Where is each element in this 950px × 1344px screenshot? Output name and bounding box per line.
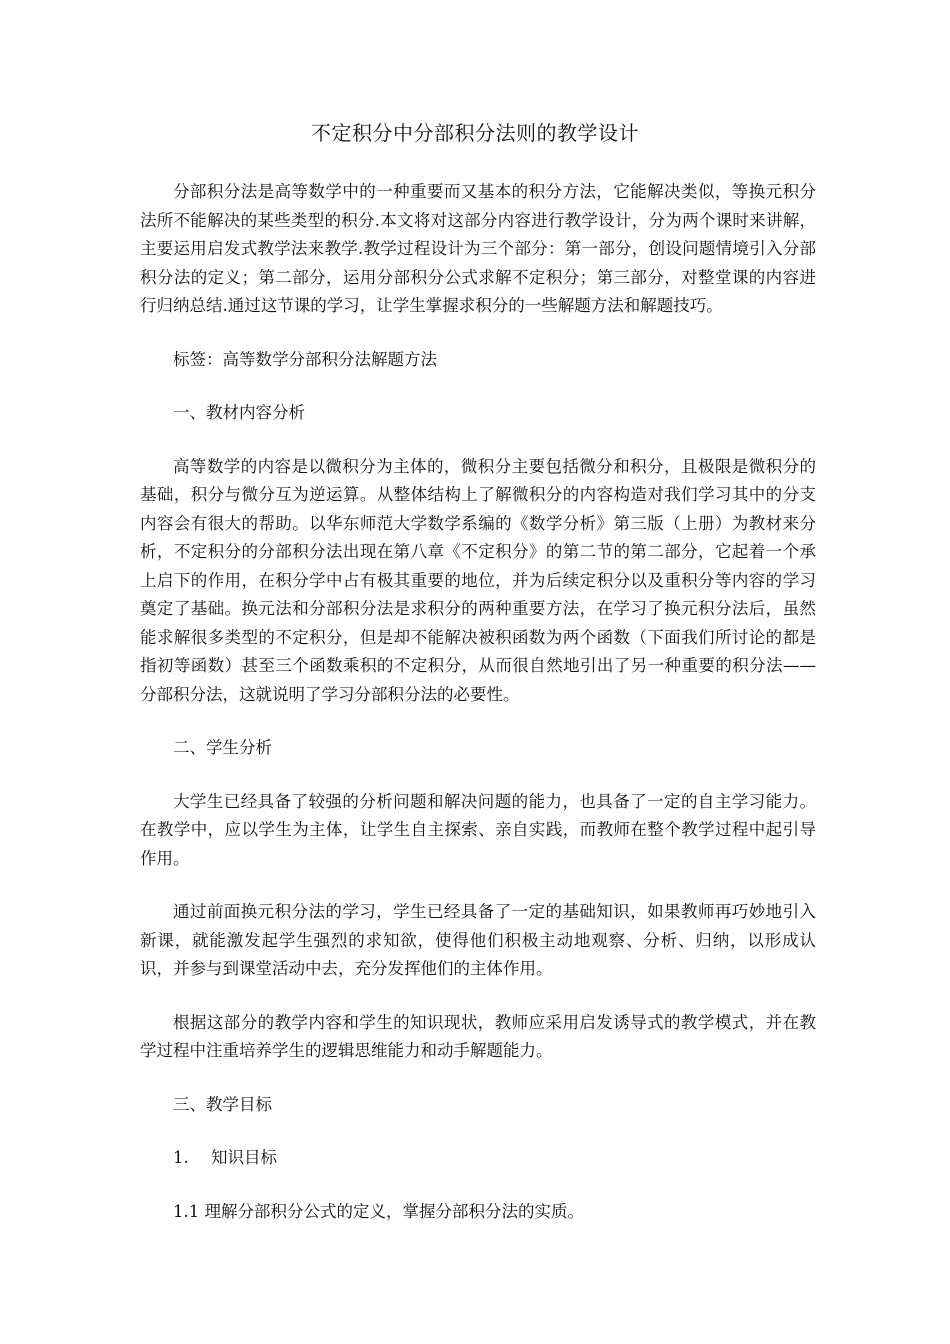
textbook-analysis-paragraph: 高等数学的内容是以微积分为主体的，微积分主要包括微分和积分，且极限是微积分的基础，积分与微分互为逆运算。从整体结构上了解微积分的内容构造对我们学习其中的分支内容会有很大的帮助。以华东师范大学数学系编的《数学分析》第三版（上册）为教材来分析，不定积分的分部积分法出现在第八章《不定积分》的第二节的第二部分，它起着一个承上启下的作用，在积分学中占有极其重要的地位，并为后续定积分以及重积分等内容的学习奠定了基础。换元法和分部积分法是求积分的两种重要方法，在学习了换元积分法后，虽然能求解很多类型的不定积分，但是却不能解决被积函数为两个函数（下面我们所讨论的都是指初等函数）甚至三个函数乘积的不定积分，从而很自然地引出了另一种重要的积分法——分部积分法，这就说明了学习分部积分法的必要性。	[140, 456, 816, 704]
goal-item-1-1: 1.1 理解分部积分公式的定义，掌握分部积分法的实质。	[173, 1201, 584, 1221]
goal-knowledge-heading	[140, 1144, 816, 1173]
goal-number: 1.	[173, 1148, 189, 1167]
goal-label: 知识目标	[211, 1148, 277, 1167]
section-heading-teaching-goals: 三、教学目标	[173, 1094, 272, 1114]
document-body	[140, 178, 816, 1251]
section-heading-textbook-analysis: 一、教材内容分析	[173, 403, 305, 422]
document-title: 不定积分中分部积分法则的教学设计	[311, 121, 639, 145]
abstract-paragraph: 分部积分法是高等数学中的一种重要而又基本的积分方法，它能解决类似，等换元积分法所不能解决的某些类型的积分.本文将对这部分内容进行教学设计，分为两个课时来讲解，主要运用启发式教学法来教学.教学过程设计为三个部分：第一部分，创设问题情境引入分部积分法的定义；第二部分，运用分部积分公式求解不定积分；第三部分，对整堂课的内容进行归纳总结.通过这节课的学习，让学生掌握求积分的一些解题方法和解题技巧。	[140, 182, 816, 315]
section-heading-student-analysis: 二、学生分析	[173, 738, 272, 757]
keywords-line: 标签：高等数学分部积分法解题方法	[173, 349, 437, 369]
student-analysis-paragraph-1: 大学生已经具备了较强的分析问题和解决问题的能力，也具备了一定的自主学习能力。在教学中，应以学生为主体，让学生自主探索、亲自实践，而教师在整个教学过程中起引导作用。	[140, 791, 816, 868]
student-analysis-paragraph-2: 通过前面换元积分法的学习，学生已经具备了一定的基础知识，如果教师再巧妙地引入新课，就能激发起学生强烈的求知欲，使得他们积极主动地观察、分析、归纳，以形成认识，并参与到课堂活动中去，充分发挥他们的主体作用。	[140, 902, 816, 978]
student-analysis-paragraph-3: 根据这部分的教学内容和学生的知识现状，教师应采用启发诱导式的教学模式，并在教学过程中注重培养学生的逻辑思维能力和动手解题能力。	[140, 1012, 816, 1060]
